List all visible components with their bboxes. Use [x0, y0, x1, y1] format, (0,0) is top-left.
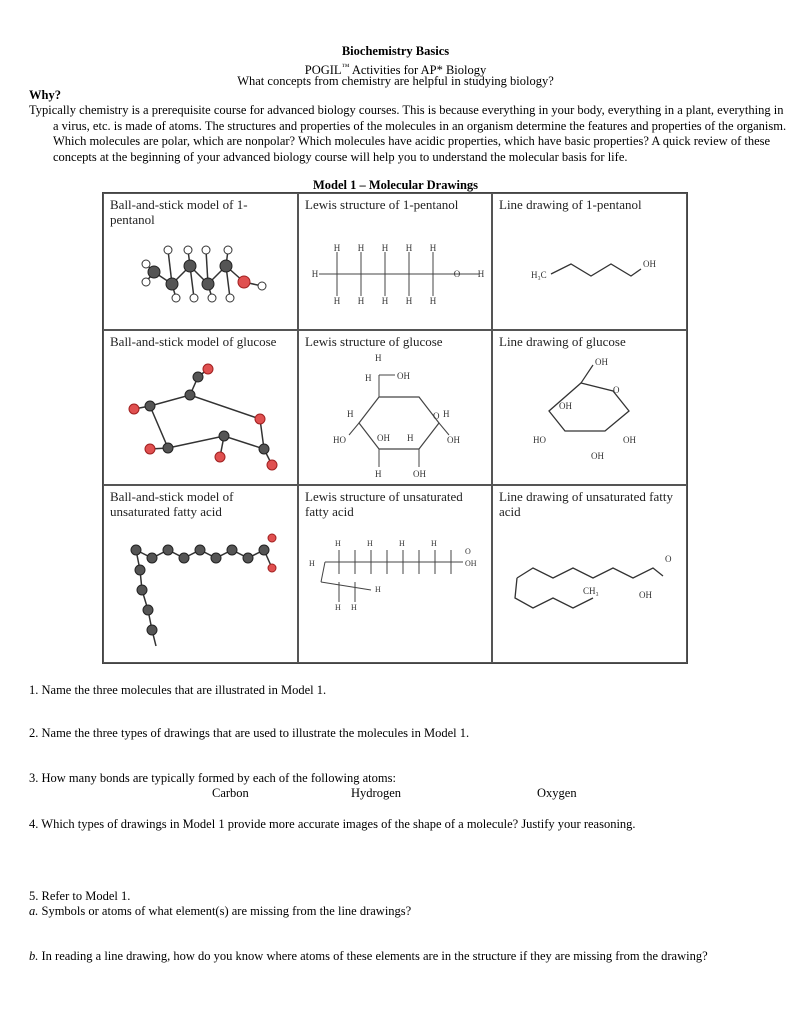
fatty-acid-lewis-image — [299, 486, 492, 663]
question-5: 5. Refer to Model 1. — [29, 889, 131, 903]
svg-text:OH: OH — [397, 371, 410, 381]
svg-text:H: H — [407, 433, 414, 443]
svg-text:OH: OH — [639, 590, 652, 600]
cell-ball-stick-glucose — [103, 330, 298, 485]
question-1: 1. Name the three molecules that are illustrated in Model 1. — [29, 683, 327, 697]
svg-text:H: H — [375, 585, 381, 594]
svg-text:H: H — [311, 269, 319, 279]
why-heading: Why? — [29, 88, 61, 102]
svg-text:H: H — [333, 243, 341, 253]
question-5b-letter: b. — [29, 949, 39, 963]
svg-text:H: H — [431, 539, 437, 548]
why-paragraph: Typically chemistry is a prerequisite course for advanced biology courses. This is because everything in your body, everything in a plant, everything in a virus, etc. is made of atoms. The structures and properties of the molecules in an organism determine the features and properties of the organism. Which molecules are polar, which are nonpolar? Which molecules have acidic properties, which have basic properties? A quick review of these concepts at the beginning of your advanced biology course will help you to understand the molecular basis for life. — [29, 103, 787, 164]
question-4: 4. Which types of drawings in Model 1 provide more accurate images of the shape of a molecule? Justify your reasoning. — [29, 817, 636, 831]
svg-text:H: H — [477, 269, 485, 279]
question-5a-text: Symbols or atoms of what element(s) are missing from the line drawings? — [38, 904, 412, 918]
svg-text:OH: OH — [595, 357, 608, 367]
svg-text:H: H — [335, 539, 341, 548]
question-2: 2. Name the three types of drawings that are used to illustrate the molecules in Model 1. — [29, 726, 470, 740]
svg-text:O: O — [465, 547, 471, 556]
svg-text:OH: OH — [447, 435, 460, 445]
svg-text:O: O — [433, 411, 440, 421]
svg-text:OH: OH — [643, 259, 656, 269]
svg-text:H: H — [347, 409, 354, 419]
svg-text:H₃C: H₃C — [531, 270, 547, 280]
svg-text:H: H — [333, 296, 341, 306]
question-5b — [29, 949, 708, 964]
atom-oxygen: Oxygen — [537, 786, 577, 800]
pentanol-line-image — [493, 194, 687, 330]
question-5a-letter: a. — [29, 904, 39, 918]
svg-text:OH: OH — [377, 433, 390, 443]
glucose-line-image — [493, 331, 687, 485]
cell-caption: Ball-and-stick model of 1-pentanol — [110, 197, 248, 227]
cell-line-pentanol — [492, 193, 687, 330]
svg-text:H: H — [367, 539, 373, 548]
subtitle-post: Activities for AP* Biology — [349, 63, 487, 78]
svg-text:H: H — [405, 296, 413, 306]
svg-text:H: H — [429, 243, 437, 253]
cell-line-fatty-acid — [492, 485, 687, 663]
svg-text:OH: OH — [465, 559, 477, 568]
cell-caption: Line drawing of 1-pentanol — [499, 197, 642, 212]
question-3: 3. How many bonds are typically formed by each of the following atoms: — [29, 771, 396, 785]
cell-caption: Ball-and-stick model of glucose — [110, 334, 277, 349]
svg-text:H: H — [405, 243, 413, 253]
subtitle-pre: POGIL — [304, 63, 342, 78]
svg-text:O: O — [613, 385, 620, 395]
svg-text:H: H — [365, 373, 372, 383]
cell-ball-stick-pentanol — [103, 193, 298, 330]
cell-caption: Lewis structure of unsaturated fatty acid — [305, 489, 463, 519]
cell-caption: Line drawing of unsaturated fatty acid — [499, 489, 673, 519]
cell-lewis-pentanol — [298, 193, 492, 330]
worksheet-title: Biochemistry Basics — [341, 44, 450, 58]
svg-text:OH: OH — [559, 401, 572, 411]
cell-caption: Line drawing of glucose — [499, 334, 626, 349]
question-5a — [29, 904, 411, 919]
svg-text:H: H — [357, 296, 365, 306]
cell-caption: Lewis structure of 1-pentanol — [305, 197, 459, 212]
svg-text:H: H — [399, 539, 405, 548]
svg-text:H: H — [381, 296, 389, 306]
pentanol-ball-stick-image — [104, 194, 298, 330]
question-5b-text: In reading a line drawing, how do you know where atoms of these elements are in the structure if they are missing from the drawing? — [38, 949, 708, 963]
fatty-acid-line-image — [493, 486, 687, 663]
svg-text:H: H — [309, 559, 315, 568]
svg-text:H: H — [381, 243, 389, 253]
guiding-question: What concepts from chemistry are helpful in studying biology? — [237, 74, 554, 88]
svg-text:HO: HO — [333, 435, 346, 445]
cell-line-glucose — [492, 330, 687, 485]
svg-text:OH: OH — [623, 435, 636, 445]
cell-caption: Ball-and-stick model of unsaturated fatty acid — [110, 489, 234, 519]
trademark-symbol: ™ — [341, 62, 350, 71]
svg-text:H: H — [335, 603, 341, 612]
svg-text:H: H — [351, 603, 357, 612]
cell-ball-stick-fatty-acid — [103, 485, 298, 663]
fatty-acid-ball-stick-image — [104, 486, 298, 663]
svg-text:HO: HO — [533, 435, 546, 445]
atom-carbon: Carbon — [212, 786, 249, 800]
svg-text:O: O — [453, 269, 461, 279]
cell-caption: Lewis structure of glucose — [305, 334, 443, 349]
svg-text:OH: OH — [413, 469, 426, 479]
cell-lewis-fatty-acid — [298, 485, 492, 663]
glucose-lewis-image — [299, 331, 492, 485]
svg-text:O: O — [665, 554, 672, 564]
svg-text:H: H — [357, 243, 365, 253]
glucose-ball-stick-image — [104, 331, 298, 485]
cell-lewis-glucose — [298, 330, 492, 485]
atom-hydrogen: Hydrogen — [351, 786, 401, 800]
svg-text:H: H — [443, 409, 450, 419]
svg-text:H: H — [375, 469, 382, 479]
svg-text:H: H — [429, 296, 437, 306]
model-grid — [102, 192, 688, 664]
svg-text:OH: OH — [591, 451, 604, 461]
pentanol-lewis-image — [299, 194, 492, 330]
svg-text:CH₃: CH₃ — [583, 586, 599, 596]
model-title: Model 1 – Molecular Drawings — [312, 178, 479, 192]
svg-text:H: H — [375, 353, 382, 363]
